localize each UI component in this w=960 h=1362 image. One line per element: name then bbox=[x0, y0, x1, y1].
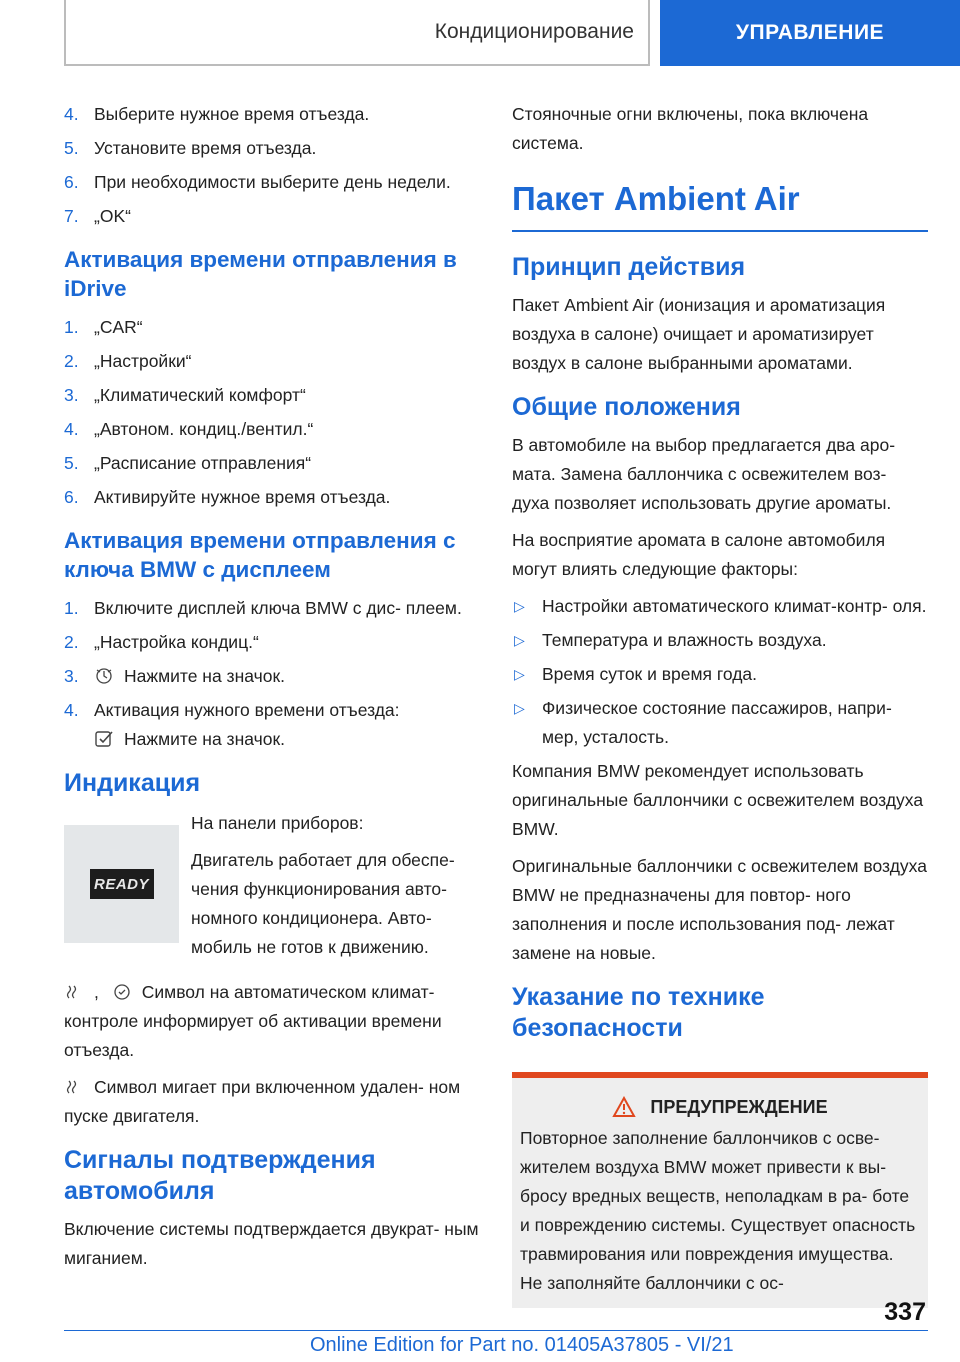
principle-text: Пакет Ambient Air (ионизация и ароматизация воздуха в салоне) очищает и ароматизирует воздух в салоне выбранными ароматами. bbox=[512, 295, 886, 373]
bullet-triangle-icon: ▷ bbox=[514, 598, 525, 614]
ready-indicator-image bbox=[64, 825, 179, 943]
ready-badge: READY bbox=[90, 869, 154, 899]
warning-text: Повторное заполнение баллончиков с осве- жителем воздуха BMW может привести к вы- бросу вредных веществ, неполадкам в ра- боте и повреждению системы. Существует опасность травмирования или повреждения имущества. Не заполняйте баллончики с ос- bbox=[520, 1128, 916, 1293]
bullet-triangle-icon: ▷ bbox=[514, 632, 525, 648]
page-number: 337 bbox=[884, 1298, 926, 1326]
left-column bbox=[64, 100, 482, 1281]
heading-ambient-air: Пакет Ambient Air bbox=[512, 178, 928, 232]
general-text-4: Оригинальные баллончики с освежителем воздуха BMW не предназначены для повтор- ного заполнения и после использования под- лежат замене на новые. bbox=[512, 856, 927, 963]
indication-text-2: Двигатель работает для обеспе- чения функционирования авто- номного кондиционера. Авто- мобиль не готов к движению. bbox=[191, 850, 455, 957]
heading-safety: Указание по технике безопасности bbox=[512, 983, 765, 1042]
warning-box bbox=[512, 1072, 928, 1308]
warning-triangle-icon bbox=[612, 1096, 636, 1118]
steps-idrive-list bbox=[64, 313, 482, 512]
ready-block bbox=[64, 807, 482, 970]
symbol-text-2: Символ мигает при включенном удален- ном пуске двигателя. bbox=[64, 1077, 461, 1126]
list-item: 4. Активация нужного времени отъезда: Нажмите на значок. bbox=[64, 700, 400, 749]
right-column bbox=[512, 100, 928, 1308]
footer-edition: Online Edition for Part no. 01405A37805 - VI/21 bbox=[310, 1334, 734, 1356]
list-item: 6. Активируйте нужное время отъезда. bbox=[64, 487, 391, 507]
bullet-triangle-icon: ▷ bbox=[514, 700, 525, 716]
list-item: 2. „Настройки“ bbox=[64, 351, 192, 371]
heading-general: Общие положения bbox=[512, 393, 741, 421]
list-item: 5. „Расписание отправления“ bbox=[64, 453, 312, 473]
symbol-text-1: , Символ на автоматическом климат- контроле информирует об активации времени отъезда. bbox=[64, 982, 442, 1060]
list-item: 4. „Автоном. кондиц./вентил.“ bbox=[64, 419, 314, 439]
list-item: 6. При необходимости выберите день недели. bbox=[64, 172, 451, 192]
bullet-triangle-icon: ▷ bbox=[514, 666, 525, 682]
general-text-3: Компания BMW рекомендует использовать оригинальные баллончики с освежителем воздуха BMW. bbox=[512, 761, 924, 839]
heading-idrive: Активация времени отправления в iDrive bbox=[64, 247, 457, 301]
list-item: ▷ Время суток и время года. bbox=[512, 660, 928, 689]
heading-key: Активация времени отправления с ключа BMW с дисплеем bbox=[64, 528, 456, 582]
fan-clock-icon bbox=[94, 666, 116, 686]
ready-text bbox=[191, 807, 482, 970]
general-text-1: В автомобиле на выбор предлагается два аро- мата. Замена баллончика с освежителем воз- духа позволяет использовать другие ароматы. bbox=[512, 435, 896, 513]
climate-timer-icon bbox=[64, 1077, 86, 1097]
list-item: 4. Выберите нужное время отъезда. bbox=[64, 104, 370, 124]
heading-indication: Индикация bbox=[64, 769, 201, 797]
header-chapter-title: УПРАВЛЕНИЕ bbox=[735, 21, 885, 44]
list-item: ▷ Настройки автоматического климат-контр- оля. bbox=[512, 592, 928, 621]
heading-principle: Принцип действия bbox=[512, 253, 746, 281]
list-item: 5. Установите время отъезда. bbox=[64, 138, 317, 158]
climate-timer-icon bbox=[64, 982, 86, 1002]
indication-text-1: На панели приборов: bbox=[191, 813, 364, 833]
footer-divider bbox=[64, 1330, 928, 1331]
intro-text: Стояночные огни включены, пока включена система. bbox=[512, 104, 869, 153]
list-item: 1. „CAR“ bbox=[64, 317, 143, 337]
list-item: 2. „Настройка кондиц.“ bbox=[64, 632, 259, 652]
list-item: ▷ Температура и влажность воздуха. bbox=[512, 626, 928, 655]
clock-icon bbox=[112, 982, 134, 1002]
warning-title: ПРЕДУПРЕЖДЕНИЕ bbox=[520, 1096, 920, 1118]
heading-signals: Сигналы подтверждения автомобиля bbox=[64, 1146, 376, 1205]
list-item: ▷ Физическое состояние пассажиров, напри- мер, усталость. bbox=[512, 694, 928, 752]
steps-key-list bbox=[64, 594, 482, 754]
signals-text: Включение системы подтверждается двукрат- ным миганием. bbox=[64, 1219, 479, 1268]
checkbox-icon bbox=[94, 729, 116, 749]
header-section-title: Кондиционирование bbox=[434, 20, 634, 43]
header-chapter-tab bbox=[660, 0, 960, 66]
list-item: 1. Включите дисплей ключа BMW с дис- плеем. bbox=[64, 598, 462, 618]
list-item: 7. „OK“ bbox=[64, 206, 131, 226]
list-item: 3. „Климатический комфорт“ bbox=[64, 385, 306, 405]
list-item: 3. Нажмите на значок. bbox=[64, 666, 285, 686]
factors-list bbox=[512, 592, 928, 752]
header-section-box bbox=[64, 0, 650, 66]
general-text-2: На восприятие аромата в салоне автомобиля могут влиять следующие факторы: bbox=[512, 530, 886, 579]
steps-top-list bbox=[64, 100, 482, 231]
